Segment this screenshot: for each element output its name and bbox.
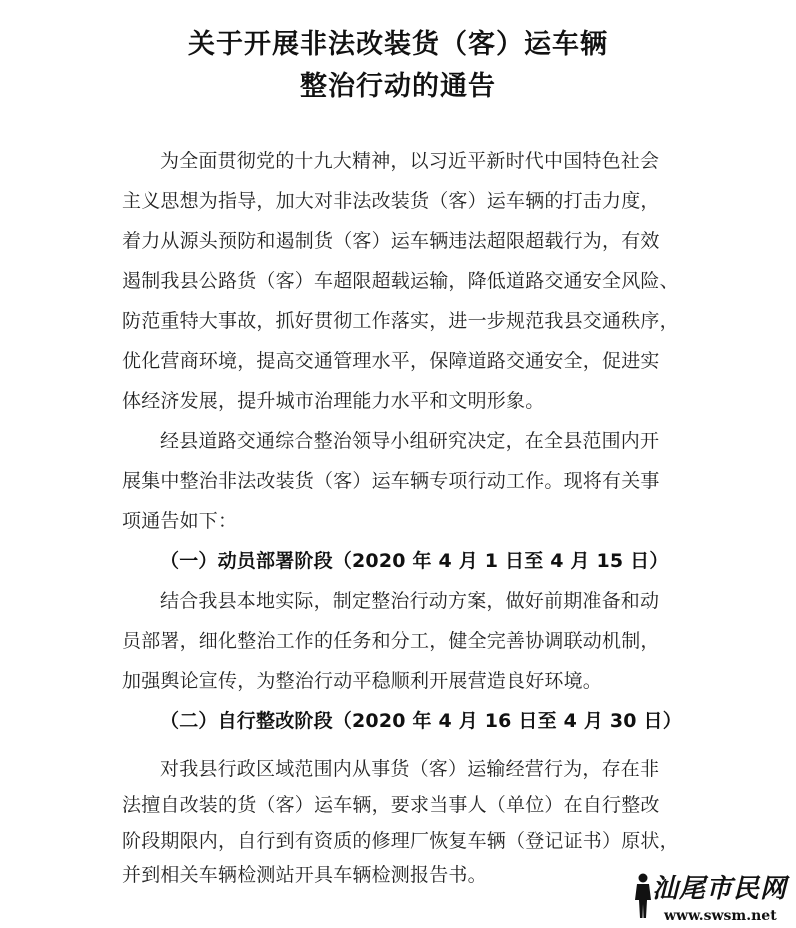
- text-line: 展集中整治非法改装货（客）运车辆专项行动工作。现将有关事: [122, 470, 660, 492]
- watermark-url: www.swsm.net: [664, 908, 777, 924]
- notice-title-line-1: 关于开展非法改装货（客）运车辆: [188, 29, 608, 60]
- text-line: 结合我县本地实际，制定整治行动方案，做好前期准备和动: [160, 590, 660, 612]
- person-silhouette-icon: [632, 872, 654, 920]
- text-line: 优化营商环境，提高交通管理水平，保障道路交通安全，促进实: [122, 350, 660, 372]
- site-watermark: [630, 866, 790, 928]
- text-line: 主义思想为指导，加大对非法改装货（客）运车辆的打击力度，: [122, 190, 660, 212]
- section-heading-1: （一）动员部署阶段（2020 年 4 月 1 日至 4 月 15 日）: [160, 550, 669, 572]
- text-line: 体经济发展，提升城市治理能力水平和文明形象。: [122, 390, 545, 412]
- text-line: 经县道路交通综合整治领导小组研究决定，在全县范围内开: [160, 430, 660, 452]
- text-line: 并到相关车辆检测站开具车辆检测报告书。: [122, 864, 487, 886]
- text-line: 加强舆论宣传，为整治行动平稳顺利开展营造良好环境。: [122, 670, 603, 692]
- text-line: 员部署，细化整治工作的任务和分工，健全完善协调联动机制，: [122, 630, 660, 652]
- text-line: 着力从源头预防和遏制货（客）运车辆违法超限超载行为，有效: [122, 230, 660, 252]
- text-line: 遏制我县公路货（客）车超限超载运输，降低道路交通安全风险、: [122, 270, 679, 292]
- notice-title-line-2: 整治行动的通告: [300, 71, 496, 102]
- text-line: 防范重特大事故，抓好贯彻工作落实，进一步规范我县交通秩序，: [122, 310, 679, 332]
- section-heading-2: （二）自行整改阶段（2020 年 4 月 16 日至 4 月 30 日）: [160, 710, 682, 732]
- text-line: 法擅自改装的货（客）运车辆，要求当事人（单位）在自行整改: [122, 794, 660, 816]
- text-line: 项通告如下：: [122, 510, 238, 532]
- text-line: 对我县行政区域范围内从事货（客）运输经营行为，存在非: [160, 758, 660, 780]
- watermark-logo-text: 汕尾市民网: [652, 874, 788, 904]
- text-line: 阶段期限内，自行到有资质的修理厂恢复车辆（登记证书）原状，: [122, 830, 679, 852]
- text-line: 为全面贯彻党的十九大精神，以习近平新时代中国特色社会: [160, 150, 660, 172]
